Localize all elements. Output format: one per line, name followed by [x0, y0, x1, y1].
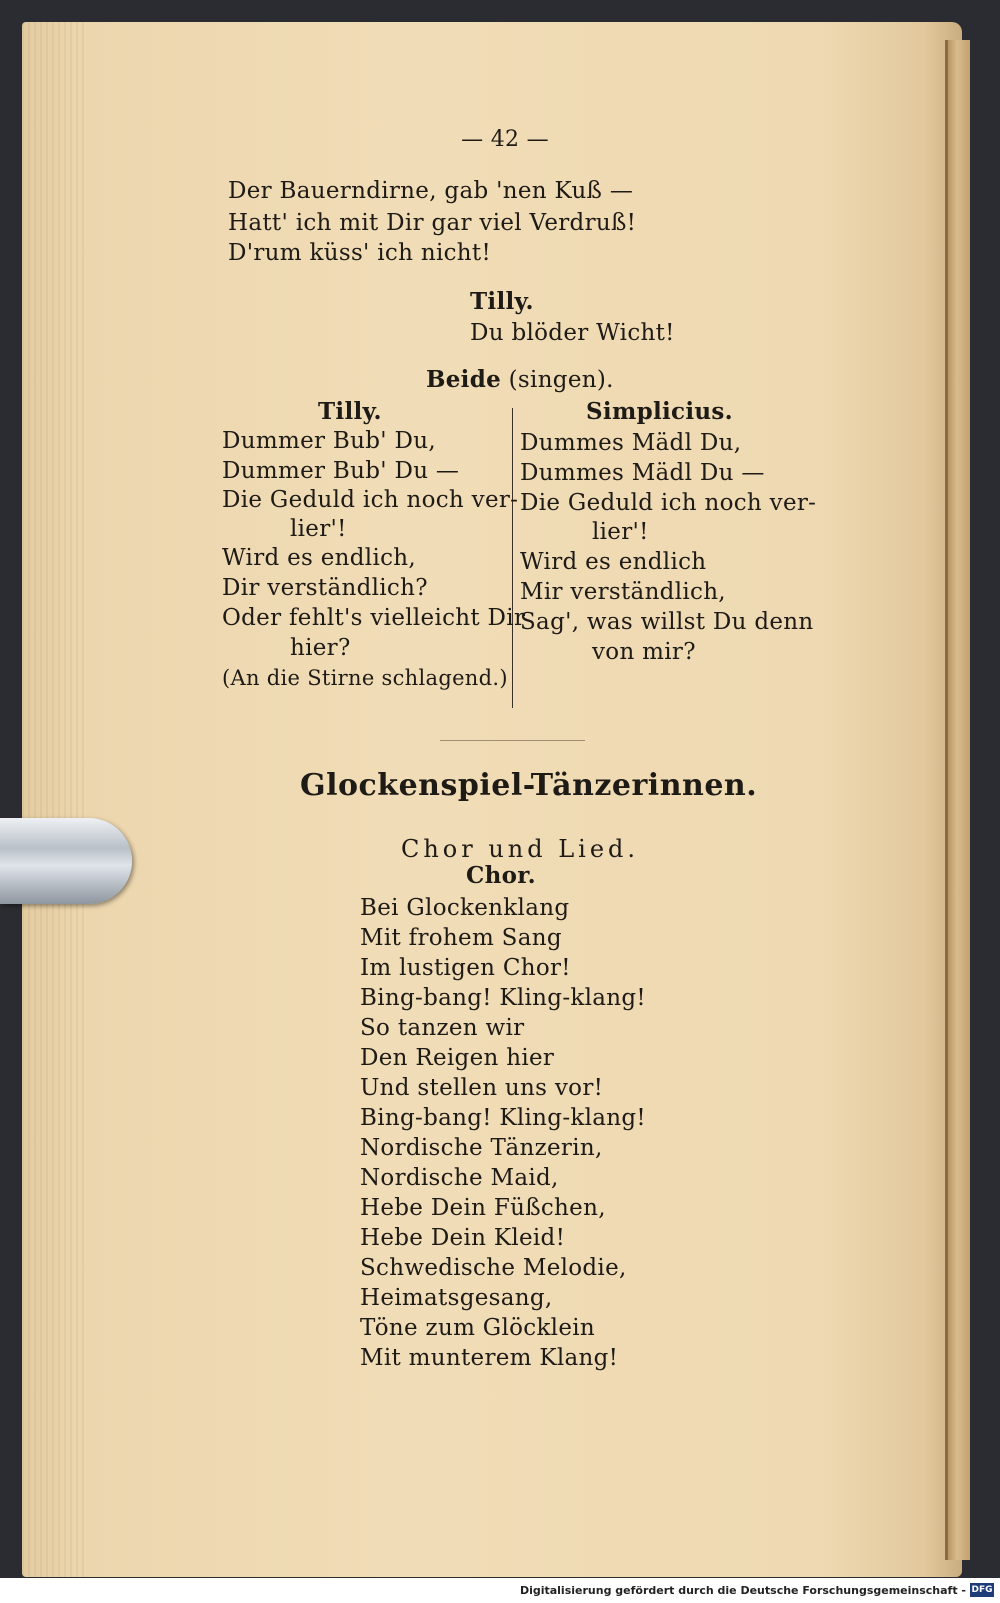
page-clip: [0, 818, 132, 904]
section-divider: [440, 740, 585, 741]
chor-line: So tanzen wir: [360, 1015, 525, 1041]
chor-line: Mit munterem Klang!: [360, 1345, 619, 1371]
right-col-line: Wird es endlich: [520, 549, 707, 575]
chor-line: Im lustigen Chor!: [360, 955, 571, 981]
tilly-line: Du blöder Wicht!: [470, 320, 675, 346]
chor-line: Bing-bang! Kling-klang!: [360, 985, 646, 1011]
chor-line: Hebe Dein Füßchen,: [360, 1195, 606, 1221]
right-col-line: Die Geduld ich noch ver-: [520, 490, 817, 516]
left-col-line: hier?: [290, 635, 351, 661]
right-col-line: Mir verständlich,: [520, 579, 726, 605]
left-col-line: lier'!: [290, 516, 347, 542]
chor-line: Bei Glockenklang: [360, 895, 570, 921]
chor-line: Schwedische Melodie,: [360, 1255, 627, 1281]
intro-line: Hatt' ich mit Dir gar viel Verdruß!: [228, 210, 637, 236]
chor-line: Hebe Dein Kleid!: [360, 1225, 566, 1251]
footer-credit: Digitalisierung gefördert durch die Deutsche Forschungsgemeinschaft -: [519, 1584, 966, 1597]
chor-line: Töne zum Glöcklein: [360, 1315, 596, 1341]
right-col-line: Dummes Mädl Du,: [520, 430, 742, 456]
section-subtitle: Chor und Lied.: [400, 835, 640, 863]
left-col-line: Dummer Bub' Du,: [222, 428, 436, 454]
stage-direction: (An die Stirne schlagend.): [222, 666, 508, 690]
chor-line: Heimatsgesang,: [360, 1285, 553, 1311]
left-col-speaker: Tilly.: [318, 398, 382, 425]
speaker-tilly: Tilly.: [470, 288, 534, 315]
intro-line: Der Bauerndirne, gab 'nen Kuß —: [228, 178, 634, 204]
chor-line: Nordische Tänzerin,: [360, 1135, 603, 1161]
left-col-line: Oder fehlt's vielleicht Dir: [222, 605, 526, 631]
chor-line: Den Reigen hier: [360, 1045, 555, 1071]
intro-line: D'rum küss' ich nicht!: [228, 240, 491, 266]
left-col-line: Dir verständlich?: [222, 575, 428, 601]
left-col-line: Wird es endlich,: [222, 545, 417, 571]
chor-line: Bing-bang! Kling-klang!: [360, 1105, 646, 1131]
page-number: — 42 —: [461, 127, 549, 152]
chor-label: Chor.: [466, 862, 536, 889]
right-col-line: lier'!: [592, 519, 649, 545]
right-col-line: von mir?: [592, 639, 696, 665]
beide-label: Beide: [426, 366, 502, 393]
column-divider: [512, 408, 513, 708]
right-col-speaker: Simplicius.: [586, 398, 733, 425]
chor-line: Nordische Maid,: [360, 1165, 559, 1191]
left-col-line: Dummer Bub' Du —: [222, 458, 460, 484]
dfg-logo: DFG: [971, 1585, 993, 1595]
left-col-line: Die Geduld ich noch ver-: [222, 487, 519, 513]
page-edge-left: [22, 22, 86, 1577]
beide-direction: (singen).: [508, 367, 614, 393]
page-edge-right: [945, 40, 970, 1560]
right-col-line: Dummes Mädl Du —: [520, 460, 765, 486]
beide-heading: [426, 366, 614, 393]
section-heading: Glockenspiel-Tänzerinnen.: [300, 768, 758, 803]
chor-line: Mit frohem Sang: [360, 925, 562, 951]
chor-line: Und stellen uns vor!: [360, 1075, 604, 1101]
right-col-line: Sag', was willst Du denn: [520, 609, 814, 635]
